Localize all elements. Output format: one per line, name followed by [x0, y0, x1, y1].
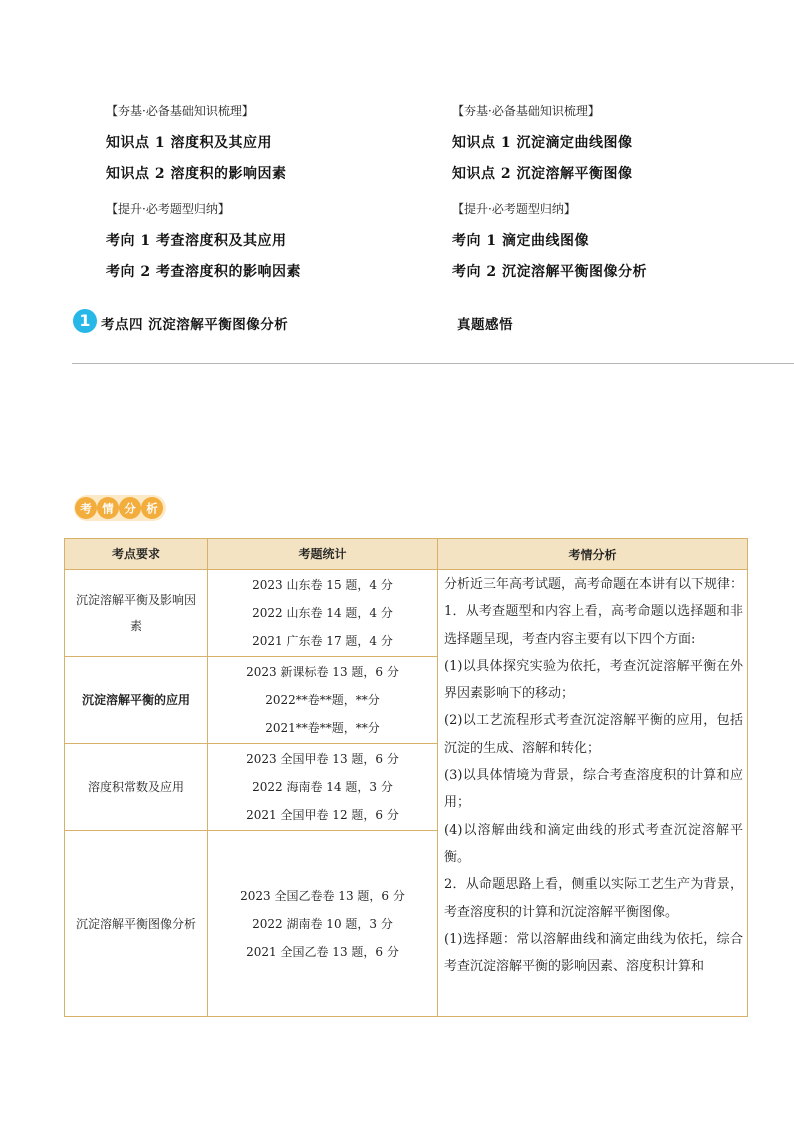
stat-line: 2021 全国乙卷 13 题，6 分 [246, 944, 399, 959]
stat-line: 2021 全国甲卷 12 题，6 分 [246, 808, 399, 822]
analysis-paragraph: 1．从考查题型和内容上看，高考命题以选择题和非选择题呈现，考查内容主要有以下四个方面: [444, 604, 743, 647]
stat-line: 2023 全国甲卷 13 题，6 分 [246, 752, 399, 766]
stat-line: 2023 山东卷 15 题，4 分 [252, 578, 393, 592]
row-stats [208, 744, 438, 831]
header-requirement: 考点要求 [65, 539, 208, 570]
stat-line: 2022**卷**题，**分 [265, 693, 380, 707]
row-topic: 沉淀溶解平衡及影响因素 [65, 570, 208, 657]
topic-number-badge: 1 [73, 309, 97, 333]
table-row [65, 570, 748, 657]
left-knowledge-point-1[interactable]: 知识点 1 溶度积及其应用 [106, 135, 272, 151]
right-exam-direction-2[interactable]: 考向 2 沉淀溶解平衡图像分析 [452, 264, 647, 280]
analysis-paragraph: (3)以具体情境为背景，综合考查溶度积的计算和应用； [444, 768, 743, 811]
analysis-paragraph: 分析近三年高考试题，高考命题在本讲有以下规律： [444, 577, 744, 592]
badge-char-2: 情 [102, 501, 114, 516]
stat-line: 2021**卷**题，**分 [265, 721, 380, 735]
row-stats [208, 570, 438, 657]
exam-analysis-table [64, 538, 748, 1017]
badge-char-3: 分 [124, 501, 136, 516]
analysis-paragraph: (2)以工艺流程形式考查沉淀溶解平衡的应用，包括沉淀的生成、溶解和转化； [444, 713, 743, 756]
badge-char-4: 析 [146, 501, 158, 516]
analysis-paragraph: (4)以溶解曲线和滴定曲线的形式考查沉淀溶解平衡。 [444, 822, 743, 865]
topic-title[interactable]: 考点四 沉淀溶解平衡图像分析 [101, 317, 289, 333]
header-statistics: 考题统计 [208, 539, 438, 570]
divider-line [72, 363, 794, 364]
stat-line: 2022 海南卷 14 题，3 分 [252, 780, 393, 794]
header-analysis: 考情分析 [438, 539, 748, 570]
left-knowledge-point-2[interactable]: 知识点 2 溶度积的影响因素 [106, 166, 287, 182]
left-section-advance-heading: 【提升·必考题型归纳】 [106, 202, 230, 216]
analysis-paragraph: (1)选择题：常以溶解曲线和滴定曲线为依托，综合考查沉淀溶解平衡的影响因素、溶度积计算和 [444, 931, 743, 975]
row-stats [208, 831, 438, 1017]
right-exam-direction-1[interactable]: 考向 1 滴定曲线图像 [452, 233, 589, 249]
analysis-paragraph: 2．从命题思路上看，侧重以实际工艺生产为背景，考查溶度积的计算和沉淀溶解平衡图像。 [444, 877, 743, 920]
right-knowledge-point-1[interactable]: 知识点 1 沉淀滴定曲线图像 [452, 135, 633, 151]
right-section-basic-heading: 【夯基·必备基础知识梳理】 [452, 104, 600, 118]
badge-char-1: 考 [80, 501, 92, 516]
left-exam-direction-1[interactable]: 考向 1 考查溶度积及其应用 [106, 233, 287, 249]
stat-line: 2022 山东卷 14 题，4 分 [252, 606, 393, 620]
left-exam-direction-2[interactable]: 考向 2 考查溶度积的影响因素 [106, 264, 301, 280]
row-topic: 沉淀溶解平衡图像分析 [65, 831, 208, 1017]
row-topic: 沉淀溶解平衡的应用 [65, 657, 208, 744]
analysis-paragraph: (1)以具体探究实验为依托，考查沉淀溶解平衡在外界因素影响下的移动； [444, 658, 743, 702]
analysis-badge [74, 495, 166, 521]
left-section-basic-heading: 【夯基·必备基础知识梳理】 [106, 104, 254, 118]
stat-line: 2022 湖南卷 10 题，3 分 [252, 916, 393, 931]
stat-line: 2023 新课标卷 13 题，6 分 [246, 665, 399, 679]
analysis-cell [438, 570, 748, 1017]
real-exam-link[interactable]: 真题感悟 [457, 317, 513, 333]
row-stats [208, 657, 438, 744]
stat-line: 2021 广东卷 17 题，4 分 [252, 634, 393, 648]
table-header-row [65, 539, 748, 570]
row-topic: 溶度积常数及应用 [65, 744, 208, 831]
stat-line: 2023 全国乙卷卷 13 题，6 分 [240, 888, 405, 903]
right-section-advance-heading: 【提升·必考题型归纳】 [452, 202, 576, 216]
right-knowledge-point-2[interactable]: 知识点 2 沉淀溶解平衡图像 [452, 166, 633, 182]
